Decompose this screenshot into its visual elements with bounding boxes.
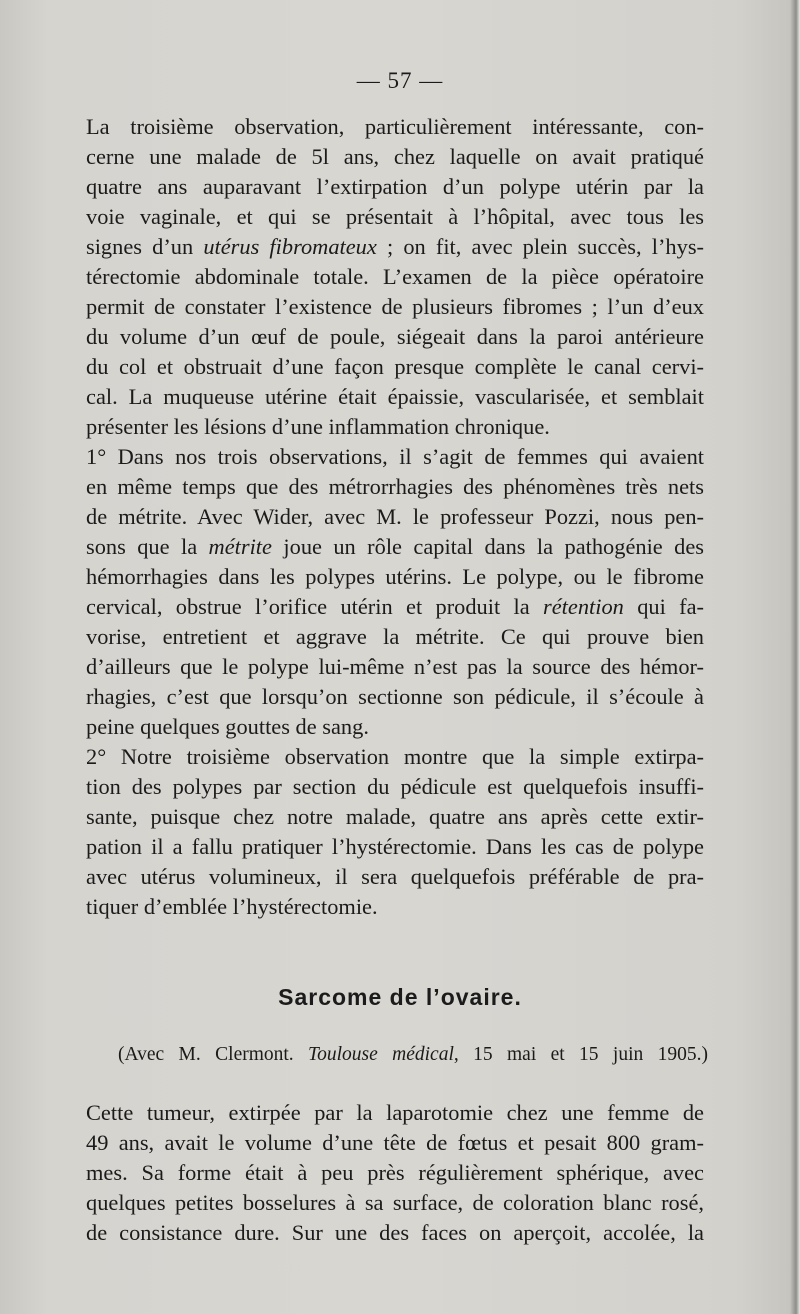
text-line: du volume d’un œuf de poule, siégeait dans la paroi antérieure — [86, 324, 704, 349]
text-line: La troisième observation, particulièrement intéressante, con- — [86, 114, 704, 139]
text-line: de consistance dure. Sur une des faces on aperçoit, accolée, la — [86, 1220, 704, 1245]
text-line: 1° Dans nos trois observations, il s’agit de femmes qui avaient — [86, 444, 704, 469]
text-line: mes. Sa forme était à peu près régulièrement sphérique, avec — [86, 1160, 704, 1185]
text-line: pation il a fallu pratiquer l’hystérectomie. Dans les cas de polype — [86, 834, 704, 859]
text-line: quelques petites bosselures à sa surface, de coloration blanc rosé, — [86, 1190, 704, 1215]
italic-term: utérus fibromateux — [203, 234, 377, 259]
journal-title: Toulouse médical — [308, 1044, 454, 1065]
text-line: sante, puisque chez notre malade, quatre ans après cette extir- — [86, 804, 704, 829]
text-line: Cette tumeur, extirpée par la laparotomie chez une femme de — [86, 1100, 704, 1125]
text-line: hémorrhagies dans les polypes utérins. Le polype, ou le fibrome — [86, 564, 704, 589]
page-edge — [790, 0, 800, 1314]
section-citation — [118, 1044, 708, 1066]
text-span: sons que la — [86, 534, 209, 559]
text-line: en même temps que des métrorrhagies des phénomènes très nets — [86, 474, 704, 499]
text-line: permit de constater l’existence de plusieurs fibromes ; l’un d’eux — [86, 294, 704, 319]
text-line: cal. La muqueuse utérine était épaissie, vascularisée, et semblait — [86, 384, 704, 409]
text-span: signes d’un — [86, 234, 204, 259]
body-text — [86, 112, 704, 922]
text-line: tiquer d’emblée l’hystérectomie. — [86, 894, 378, 919]
italic-term: rétention — [543, 594, 624, 619]
text-line: vorise, entretient et aggrave la métrite. Ce qui prouve bien — [86, 624, 704, 649]
text-line: rhagies, c’est que lorsqu’on sectionne son pédicule, il s’écoule à — [86, 684, 704, 709]
page-number: — 57 — — [356, 68, 444, 93]
text-span: ; on fit, avec plein succès, l’hys- — [376, 234, 704, 259]
section-body — [86, 1098, 704, 1248]
text-line — [86, 592, 704, 622]
text-line: térectomie abdominale totale. L’examen de la pièce opératoire — [86, 264, 704, 289]
text-line: 2° Notre troisième observation montre que la simple extirpa- — [86, 744, 704, 769]
text-line: voie vaginale, et qui se présentait à l’hôpital, avec tous les — [86, 204, 704, 229]
text-span: joue un rôle capital dans la pathogénie des — [271, 534, 704, 559]
text-line — [86, 532, 704, 562]
text-line: cerne une malade de 5l ans, chez laquelle on avait pratiqué — [86, 144, 704, 169]
text-line: avec utérus volumineux, il sera quelquefois préférable de pra- — [86, 864, 704, 889]
text-line: du col et obstruait d’une façon presque complète le canal cervi- — [86, 354, 704, 379]
text-line: 49 ans, avait le volume d’une tête de fœtus et pesait 800 gram- — [86, 1130, 704, 1155]
text-span: cervical, obstrue l’orifice utérin et produit la — [86, 594, 544, 619]
text-line: tion des polypes par section du pédicule est quelquefois insuffi- — [86, 774, 704, 799]
text-line: de métrite. Avec Wider, avec M. le professeur Pozzi, nous pen- — [86, 504, 704, 529]
text-line — [86, 232, 704, 262]
text-span: (Avec M. Clermont. — [118, 1044, 309, 1065]
text-line: d’ailleurs que le polype lui-même n’est pas la source des hémor- — [86, 654, 704, 679]
text-span: qui fa- — [623, 594, 704, 619]
text-line: peine quelques gouttes de sang. — [86, 714, 369, 739]
text-span: , 15 mai et 15 juin 1905.) — [453, 1044, 708, 1065]
section-heading: Sarcome de l’ovaire. — [278, 984, 522, 1010]
italic-term: métrite — [208, 534, 272, 559]
text-line: quatre ans auparavant l’extirpation d’un polype utérin par la — [86, 174, 704, 199]
text-line: présenter les lésions d’une inflammation chronique. — [86, 414, 550, 439]
